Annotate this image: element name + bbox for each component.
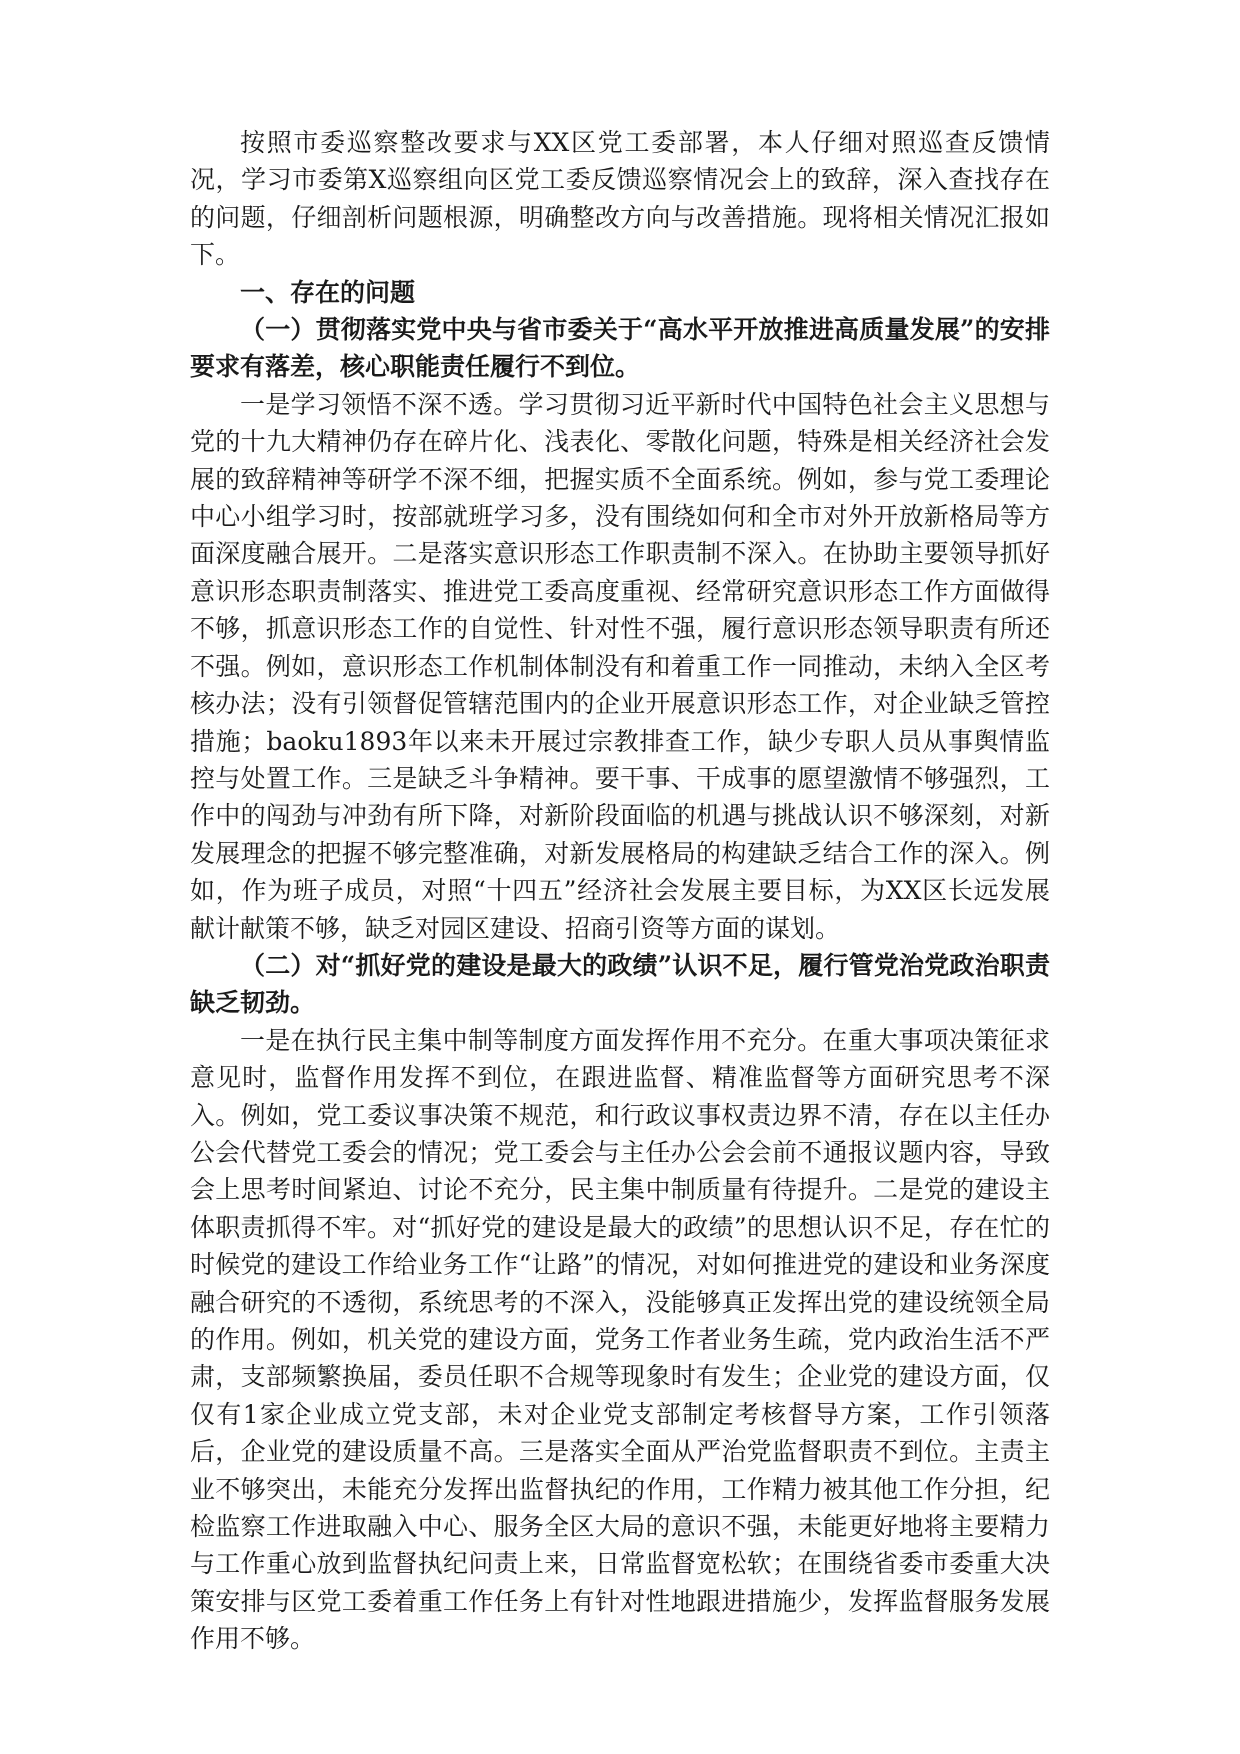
subsection-heading-2: （二）对“抓好党的建设是最大的政绩”认识不足，履行管党治党政治职责缺乏韧劲。	[190, 950, 1050, 1018]
subsection-body-2: 一是在执行民主集中制等制度方面发挥作用不充分。在重大事项决策征求意见时，监督作用发挥不到位，在跟进监督、精准监督等方面研究思考不深入。例如，党工委议事决策不规范，和行政议事权责边界不清，存在以主任办公会代替党工委会的情况；党工委会与主任办公会会前不通报议题内容，导致会上思考时间紧迫、讨论不充分，民主集中制质量有待提升。二是党的建设主体职责抓得不牢。对“抓好党的建设是最大的政绩”的思想认识不足，存在忙的时候党的建设工作给业务工作“让路”的情况，对如何推进党的建设和业务深度融合研究的不透彻，系统思考的不深入，没能够真正发挥出党的建设统领全局的作用。例如，机关党的建设方面，党务工作者业务生疏，党内政治生活不严肃，支部频繁换届，委员任职不合规等现象时有发生；企业党的建设方面，仅仅有1家企业成立党支部，未对企业党支部制定考核督导方案，工作引领落后，企业党的建设质量不高。三是落实全面从严治党监督职责不到位。主责主业不够突出，未能充分发挥出监督执纪的作用，工作精力被其他工作分担，纪检监察工作进取融入中心、服务全区大局的意识不强，未能更好地将主要精力与工作重心放到监督执纪问责上来，日常监督宽松软；在围绕省委市委重大决策安排与区党工委着重工作任务上有针对性地跟进措施少，发挥监督服务发展作用不够。	[190, 1025, 1050, 1654]
subsection-heading-1: （一）贯彻落实党中央与省市委关于“高水平开放推进高质量发展”的安排要求有落差，核心职能责任履行不到位。	[190, 315, 1050, 382]
intro-paragraph: 按照市委巡察整改要求与XX区党工委部署，本人仔细对照巡查反馈情况，学习市委第X巡察组向区党工委反馈巡察情况会上的致辞，深入查找存在的问题，仔细剖析问题根源，明确整改方向与改善措施。现将相关情况汇报如下。	[190, 128, 1050, 270]
document-page	[190, 124, 1050, 1658]
subsection-body-1: 一是学习领悟不深不透。学习贯彻习近平新时代中国特色社会主义思想与党的十九大精神仍存在碎片化、浅表化、零散化问题，特殊是相关经济社会发展的致辞精神等研学不深不细，把握实质不全面系统。例如，参与党工委理论中心小组学习时，按部就班学习多，没有围绕如何和全市对外开放新格局等方面深度融合展开。二是落实意识形态工作职责制不深入。在协助主要领导抓好意识形态职责制落实、推进党工委高度重视、经常研究意识形态工作方面做得不够，抓意识形态工作的自觉性、针对性不强，履行意识形态领导职责有所还不强。例如，意识形态工作机制体制没有和着重工作一同推动，未纳入全区考核办法；没有引领督促管辖范围内的企业开展意识形态工作，对企业缺乏管控措施；baoku1893年以来未开展过宗教排查工作，缺少专职人员从事舆情监控与处置工作。三是缺乏斗争精神。要干事、干成事的愿望激情不够强烈，工作中的闯劲与冲劲有所下降，对新阶段面临的机遇与挑战认识不够深刻，对新发展理念的把握不够完整准确，对新发展格局的构建缺乏结合工作的深入。例如，作为班子成员，对照“十四五”经济社会发展主要目标，为XX区长远发展献计献策不够，缺乏对园区建设、招商引资等方面的谋划。	[190, 389, 1050, 943]
section-heading-problems: 一、存在的问题	[240, 277, 416, 307]
